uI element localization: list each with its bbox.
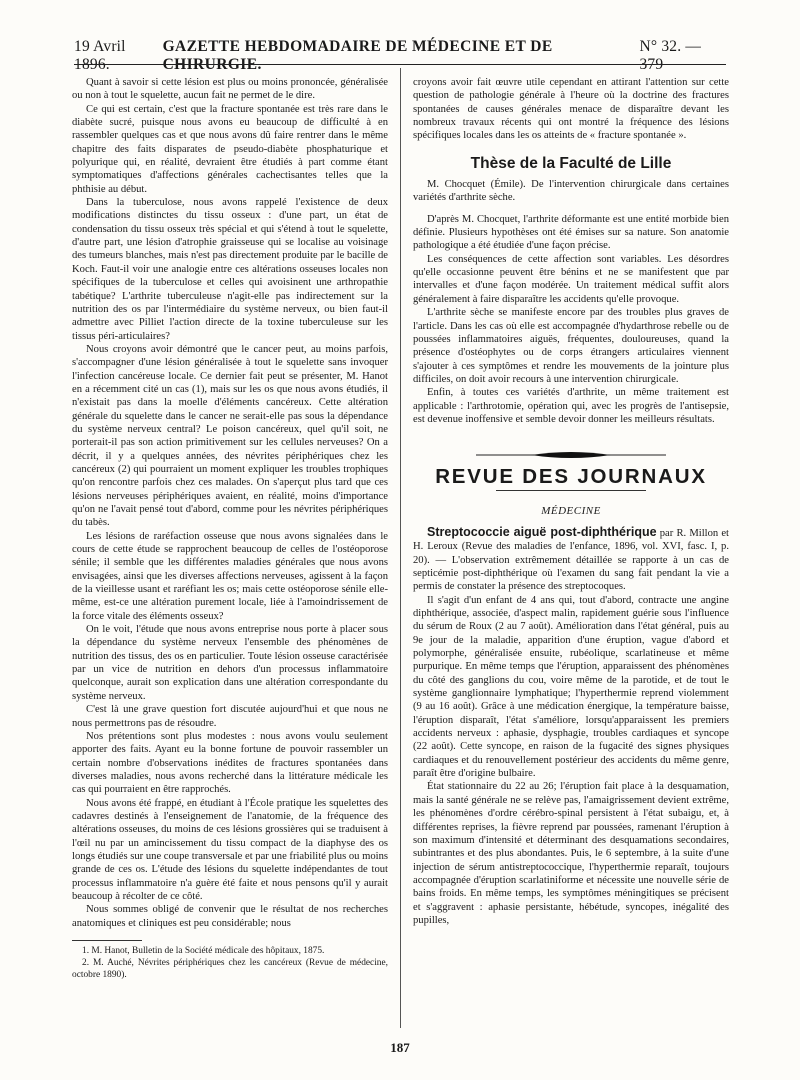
body-paragraph: Les lésions de raréfaction osseuse que nous avons signalées dans le cours de cette étude se rapprochent beaucoup de celles de l'ostéoporose sénile; il semble que les différentes maladies générales que nous avons envisagées, ainsi que les diverses affections nerveuses, agissent à la façon de la vieillesse usant et raréfiant les os; mais cette ostéoporose sénile elle-même, est-ce une altération purement locale, liée à l'amoindrissement de la force vitale des éléments osseux? — [72, 530, 388, 622]
header-journal-title: GAZETTE HEBDOMADAIRE DE MÉDECINE ET DE CHIRURGIE. — [162, 38, 553, 73]
body-paragraph: Nos prétentions sont plus modestes : nous avons voulu seulement apporter des faits. Ayant eu la bonne fortune de pouvoir rassembler un certain nombre d'observations inédites de fractures spontanées dans diverses maladies, nous avons recherché dans la littérature médicale les cas qui pourraient en être rapprochés. — [72, 730, 388, 796]
body-paragraph: L'arthrite sèche se manifeste encore par des troubles plus graves de l'article. Dans les cas où elle est accompagnée d'hydarthrose rebelle ou de poussées inflammatoires aiguës, fréquentes, douloureuses, quand la présence d'ostéophytes ou de corps étrangers articulaires viennent s'ajouter à ces symptômes et rendre les mouvements de la jointure plus difficiles, on doit avoir recours à une intervention chirurgicale. — [413, 307, 729, 385]
revue-rule — [496, 490, 646, 491]
ornament-rule-icon — [476, 450, 666, 460]
body-paragraph: Il s'agit d'un enfant de 4 ans qui, tout d'abord, contracte une angine diphthérique, associée, d'aspect malin, rapidement guérie sous l'influence du sérum de Roux (2 au 7 août). Amélioration dans l'état général, puis au 9e jour de la maladie, apparition d'une éruption, vague d'abord et polymorphe, généralisée ensuite, rubéolique, scarlatineuse et même purpurique. En même temps que l'éruption, apparaissent des phénomènes du côté des ganglions du cou, voire même de la parotide, et de tout le système ganglionnaire lymphatique; l'hyperthermie reprend violemment (9 au 16 août). Grâce à une médication énergique, la température baisse, l'éruption disparaît, l'état s'améliore, lorsqu'apparaissent les premiers accidents nerveux : aphasie, dysphagie, troubles cardiaques et syncope (22 août). Cette syncope, en raison de la fugacité des signes physiques cardiaques et du renouvellement postérieur des accidents du même genre, paraît être d'origine bulbaire. — [413, 594, 729, 780]
body-paragraph: D'après M. Chocquet, l'arthrite déformante est une entité morbide bien définie. Plusieurs hypothèses ont été émises sur sa nature. Son anatomie pathologique a été étudiée d'une façon précise. — [413, 213, 729, 252]
revue-title: REVUE DES JOURNAUX — [435, 465, 707, 489]
footnote: 2. M. Auché, Névrites périphériques chez les cancéreux (Revue de médecine, octobre 1890). — [72, 958, 388, 980]
thesis-section-title: Thèse de la Faculté de Lille — [470, 154, 672, 172]
header-issue-page: N° 32. — 379 — [639, 38, 702, 73]
body-paragraph: État stationnaire du 22 au 26; l'éruption fait place à la desquamation, mais la santé générale ne se relève pas, l'amaigrissement devient extrême, les phénomènes d'ordre cérébro-spinal persistent à l'état subaigu, et, à différentes reprises, la fièvre reprend par poussées, ramenant l'éruption à son maximum d'intensité et déterminant des desquamations secondaires, subintrantes et des plus abondantes. Puis, le 6 septembre, à la suite d'une injection de sérum antistreptococcique, l'hyperthermie reparaît, toujours accompagnée d'éruption scarlatiniforme et nécessite une nouvelle série de bains froids. En même temps, les symptômes méningitiques se précisent et s'aggravent : aphasie persistante, hébétude, syncopes, inégalité des pupilles, — [413, 781, 729, 926]
article-lead — [413, 526, 729, 594]
body-paragraph: Dans la tuberculose, nous avons rappelé l'existence de deux modifications distinctes du tissu osseux : d'une part, un état de condensation du tissu osseux très spécial et qui s'étend à tout le squelette, d'autre part, une lésion d'atrophie graisseuse qui se localise au voisinage des tumeurs blanches, mais n'est pas directement produite par le bacille de Koch. Faut-il voir une analogie entre ces altérations osseuses locales non spécifiques de la tuberculose et celles qui avoisinent une arthropathie tabétique? L'arthrite tuberculeuse n'agit-elle pas indirectement sur la nutrition des os par l'intermédiaire du système nerveux, ou bien faut-il admettre avec Pilliet l'action directe de la toxine tuberculeuse sur les tissus péri-articulaires? — [72, 197, 388, 342]
body-paragraph: croyons avoir fait œuvre utile cependant en attirant l'attention sur cette question de pathologie générale à l'heure où la doctrine des fractures spontanées de causes générales menace de disparaître devant les nombreux travaux récents qui ont montré la fréquence des lésions spécifiques locales dans les os atteints de « fracture spontanée ». — [413, 77, 729, 142]
right-column — [413, 76, 729, 1036]
footnote-rule — [72, 940, 142, 941]
footnotes — [72, 945, 388, 981]
footnote: 1. M. Hanot, Bulletin de la Société médicale des hôpitaux, 1875. — [82, 946, 325, 956]
body-paragraph: Nous croyons avoir démontré que le cancer peut, au moins parfois, s'accompagner d'une lésion généralisée à tout le squelette sans invoquer l'infection cancéreuse locale. Ce dernier fait peut se présenter, M. Hanot en a récemment cité un cas (1), mais sur les os que nous avons étudiés, il n'existait pas dans la moelle d'éléments cancéreux. Cette altération générale du squelette dans le cancer ne serait-elle pas sous la dépendance du système nerveux central? Le poison cancéreux, quel qu'il soit, ne porterait-il pas son action primitivement sur les cellules nerveuses? On a décrit, il y a quelques années, des névrites périphériques chez les cancéreux (2) qui pourraient un moment expliquer les troubles trophiques qu'on rencontre parfois chez ces malades. On s'aperçut plus tard que ces lésions nerveuses périphériques avaient, en réalité, moins d'importance qu'on ne l'avait pensé tout d'abord, comme pour les névrites périphériques du tabès. — [72, 343, 388, 529]
body-paragraph: Nous sommes obligé de convenir que le résultat de nos recherches anatomiques et cliniques est peu considérable; nous — [72, 904, 388, 929]
body-paragraph: Quant à savoir si cette lésion est plus ou moins prononcée, généralisée ou non à tout le squelette, aucun fait ne permet de le dire. — [72, 77, 388, 102]
header-rule — [74, 64, 726, 65]
ornament-divider — [413, 450, 729, 460]
column-divider — [400, 68, 401, 1028]
thesis-reference: M. Chocquet (Émile). De l'intervention chirurgicale dans certaines variétés d'arthrite sèche. — [413, 179, 729, 204]
body-paragraph: C'est là une grave question fort discutée aujourd'hui et que nous ne nous permettrons pas de résoudre. — [72, 704, 388, 729]
body-paragraph: On le voit, l'étude que nous avons entreprise nous porte à placer sous la dépendance du système nerveux l'ensemble des phénomènes de nutrition des tissus, des os en particulier. Toute lésion osseuse caractérisée par un vice de nutrition en dehors d'un processus inflammatoire quelconque, aurait son explication dans une altération correspondante du système nerveux. — [72, 624, 388, 702]
running-header — [74, 38, 726, 73]
article-title: Streptococcie aiguë post-diphthérique — [427, 524, 657, 539]
body-paragraph: Les conséquences de cette affection sont variables. Les désordres qu'elle occasionne peuvent être bénins et ne se manifestent que par intervalles et d'une façon modérée. Un traitement médical suffit alors généralement à faire disparaître les accidents qu'elle provoque. — [413, 253, 729, 305]
article-byline: par R. Millon et H. Leroux (Revue des maladies de l'enfance, 1896, vol. XVI, fasc. I, p. 20). — L'observation extrêmement détaillée se rapporte à un cas de septicémie post-diphthérique où l'examen du sang fait pendant la vie a permis de constater la présence des streptocoques. — [413, 527, 729, 593]
body-paragraph: Nous avons été frappé, en étudiant à l'École pratique les squelettes des cadavres destinés à l'enseignement de l'anatomie, de la fréquence des altérations osseuses, du moins de ces lésions grossières qui se traduisent à l'œil nu par un amincissement du tissu compact de la diaphyse des os longs étudiés sur une coupe transversale et par une friabilité plus ou moins grande de ces os. L'étude des lésions du squelette indépendantes de tout processus inflammatoire n'a guère été faite et nous pensons qu'il y aurait beaucoup à récolter de ce côté. — [72, 797, 388, 902]
body-paragraph: Enfin, à toutes ces variétés d'arthrite, un même traitement est applicable : l'arthrotomie, opération qui, avec les progrès de l'antisepsie, est devenue inoffensive et semble devoir donner les meilleurs résultats. — [413, 387, 729, 425]
left-column — [72, 76, 388, 1026]
page-number: 187 — [390, 1040, 410, 1055]
section-label: MÉDECINE — [541, 504, 601, 517]
body-paragraph: Ce qui est certain, c'est que la fracture spontanée est très rare dans le diabète sucré, puisque nous avons eu beaucoup de difficulté à en rassembler quelques cas et que nous avons dû faire rentrer dans le même chapitre des faits disparates de pseudo-diabète phosphaturique et polyurique qui, en réalité, devraient être étudiés à part comme étant symptomatiques d'affections générales cachectisantes telles que la phthisie au début. — [72, 103, 388, 195]
header-date: 19 Avril 1896. — [74, 38, 126, 73]
